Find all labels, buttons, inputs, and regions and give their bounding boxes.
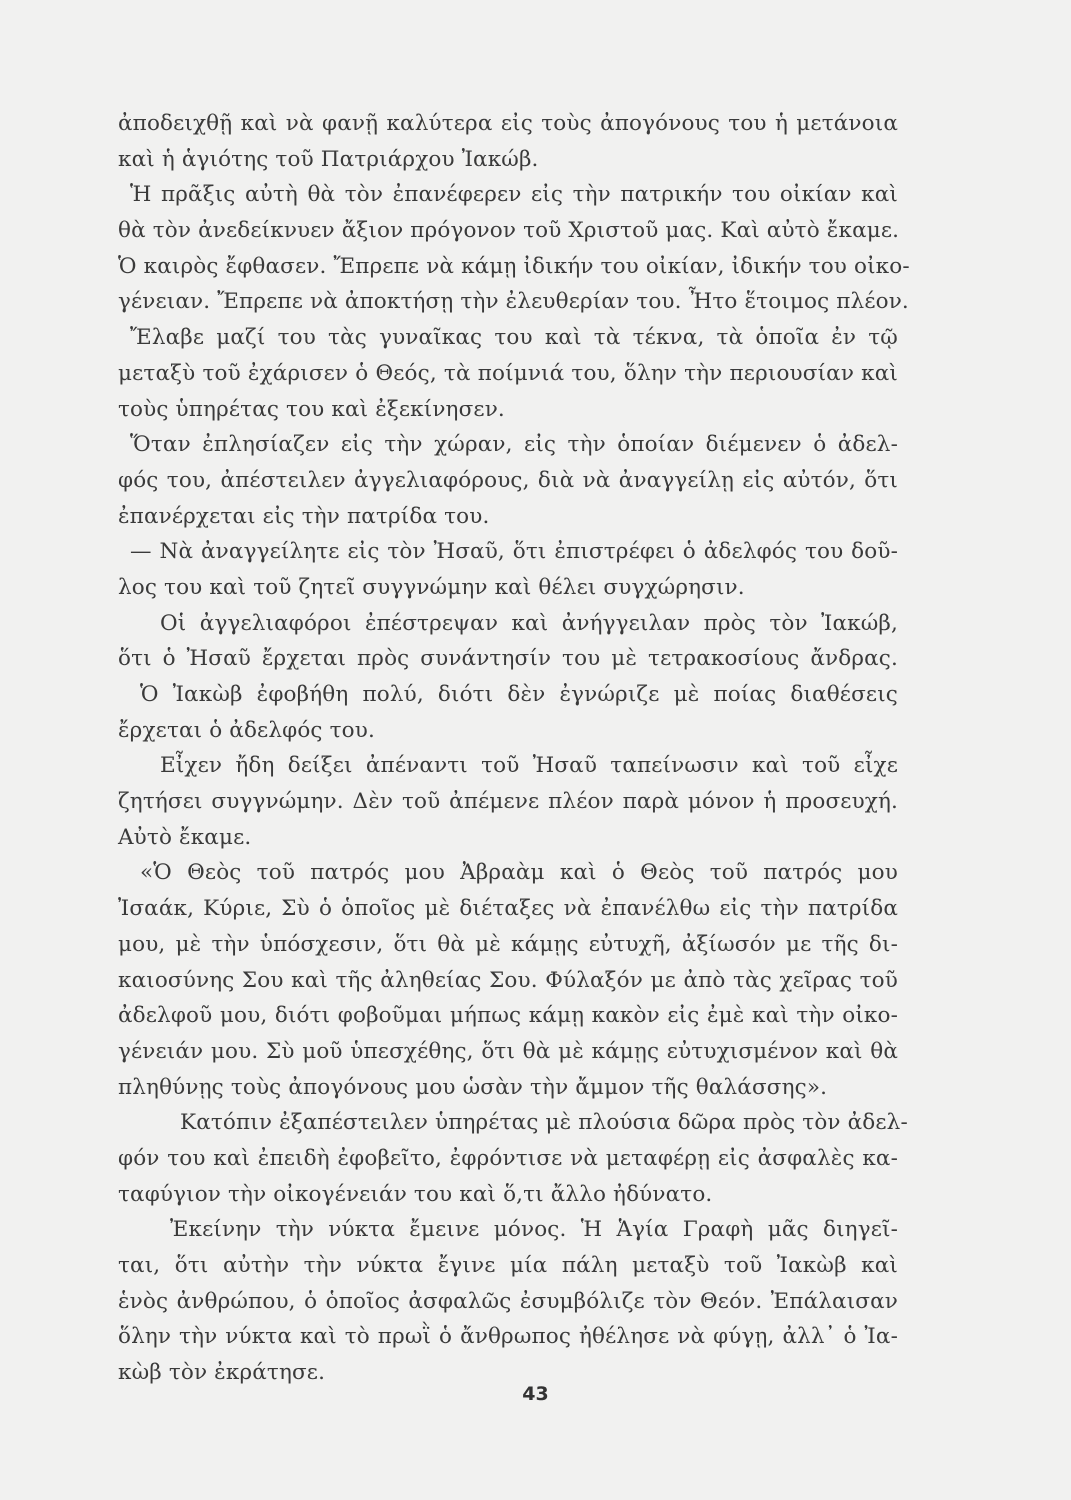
text-line: — Νὰ ἀναγγείλητε εἰς τὸν Ἠσαῦ, ὅτι ἐπιστρέφει ὁ ἀδελφός του δοῦ- — [130, 539, 898, 565]
text-line: καὶ ἡ ἁγιότης τοῦ Πατριάρχου Ἰακώβ. — [118, 146, 539, 172]
body-text — [118, 106, 910, 1391]
text-line: Ἐκείνην τὴν νύκτα ἔμεινε μόνος. Ἡ Ἁγία Γραφὴ μᾶς διηγεῖ- — [170, 1217, 898, 1243]
text-line: Οἱ ἀγγελιαφόροι ἐπέστρεψαν καὶ ἀνήγγειλαν πρὸς τὸν Ἰακώβ, — [160, 610, 898, 636]
text-line: φόν του καὶ ἐπειδὴ ἐφοβεῖτο, ἐφρόντισε νὰ μεταφέρῃ εἰς ἀσφαλὲς κα- — [118, 1145, 898, 1171]
text-line: λος του καὶ τοῦ ζητεῖ συγγνώμην καὶ θέλει συγχώρησιν. — [118, 574, 745, 600]
text-line: ταφύγιον τὴν οἰκογένειάν του καὶ ὅ,τι ἄλλο ἠδύνατο. — [118, 1181, 713, 1207]
text-line: γένειάν μου. Σὺ μοῦ ὑπεσχέθης, ὅτι θὰ μὲ κάμῃς εὐτυχισμένον καὶ θὰ — [118, 1038, 898, 1064]
text-line: Ὅταν ἐπλησίαζεν εἰς τὴν χώραν, εἰς τὴν ὁποίαν διέμενεν ὁ ἀδελ- — [130, 432, 898, 458]
text-line: Αὐτὸ ἔκαμε. — [118, 824, 252, 850]
text-line: ται, ὅτι αὐτὴν τὴν νύκτα ἔγινε μία πάλη μεταξὺ τοῦ Ἰακὼβ καὶ — [118, 1253, 898, 1278]
text-line: Ἰσαάκ, Κύριε, Σὺ ὁ ὁποῖος μὲ διέταξες νὰ ἐπανέλθω εἰς τὴν πατρίδα — [118, 896, 898, 922]
text-line: μου, μὲ τὴν ὑπόσχεσιν, ὅτι θὰ μὲ κάμῃς εὐτυχῆ, ἀξίωσόν με τῆς δι- — [118, 931, 898, 957]
page-number: 43 — [522, 1383, 549, 1405]
text-line: καιοσύνης Σου καὶ τῆς ἀληθείας Σου. Φύλαξόν με ἀπὸ τὰς χεῖρας τοῦ — [118, 967, 898, 993]
text-line: φός του, ἀπέστειλεν ἀγγελιαφόρους, διὰ νὰ ἀναγγείλῃ εἰς αὐτόν, ὅτι — [118, 467, 898, 493]
text-line: μεταξὺ τοῦ ἐχάρισεν ὁ Θεός, τὰ ποίμνιά του, ὅλην τὴν περιουσίαν καὶ — [118, 360, 898, 386]
text-line: Εἶχεν ἤδη δείξει ἀπέναντι τοῦ Ἠσαῦ ταπείνωσιν καὶ τοῦ εἶχε — [160, 753, 898, 779]
text-line: «Ὁ Θεὸς τοῦ πατρός μου Ἀβραὰμ καὶ ὁ Θεὸς τοῦ πατρός μου — [140, 860, 898, 886]
text-line: ἀδελφοῦ μου, διότι φοβοῦμαι μήπως κάμῃ κακὸν εἰς ἐμὲ καὶ τὴν οἰκο- — [118, 1003, 898, 1029]
text-line: Ὁ Ἰακὼβ ἐφοβήθη πολύ, διότι δὲν ἐγνώριζε μὲ ποίας διαθέσεις — [140, 682, 898, 707]
text-line: ἐπανέρχεται εἰς τὴν πατρίδα του. — [118, 503, 490, 529]
text-line: ζητήσει συγγνώμην. Δὲν τοῦ ἀπέμενε πλέον παρὰ μόνον ἡ προσευχή. — [118, 789, 898, 815]
text-line: ἑνὸς ἀνθρώπου, ὁ ὁποῖος ἀσφαλῶς ἐσυμβόλιζε τὸν Θεόν. Ἐπάλαισαν — [118, 1288, 898, 1314]
text-line: θὰ τὸν ἀνεδείκνυεν ἄξιον πρόγονον τοῦ Χριστοῦ μας. Καὶ αὐτὸ ἔκαμε. — [118, 218, 900, 244]
text-line: Ἔλαβε μαζί του τὰς γυναῖκας του καὶ τὰ τέκνα, τὰ ὁποῖα ἐν τῷ — [130, 325, 898, 351]
text-line: ἔρχεται ὁ ἀδελφός του. — [118, 717, 375, 743]
text-line: τοὺς ὑπηρέτας του καὶ ἐξεκίνησεν. — [118, 396, 505, 422]
text-line: Ὁ καιρὸς ἔφθασεν. Ἔπρεπε νὰ κάμῃ ἰδικήν του οἰκίαν, ἰδικήν του οἰκο- — [118, 253, 910, 279]
text-line: Ἡ πρᾶξις αὐτὴ θὰ τὸν ἐπανέφερεν εἰς τὴν πατρικήν του οἰκίαν καὶ — [130, 182, 898, 208]
text-line: κὼβ τὸν ἐκράτησε. — [118, 1360, 326, 1386]
text-line: ὅλην τὴν νύκτα καὶ τὸ πρωῒ ὁ ἄνθρωπος ἠθέλησε νὰ φύγῃ, ἀλλ᾽ ὁ Ἰα- — [118, 1324, 898, 1350]
text-line: γένειαν. Ἔπρεπε νὰ ἀποκτήσῃ τὴν ἐλευθερίαν του. Ἦτο ἕτοιμος πλέον. — [118, 289, 909, 315]
text-line: ὅτι ὁ Ἠσαῦ ἔρχεται πρὸς συνάντησίν του μὲ τετρακοσίους ἄνδρας. — [118, 646, 898, 672]
text-line: πληθύνῃς τοὺς ἀπογόνους μου ὡσὰν τὴν ἄμμον τῆς θαλάσσης». — [118, 1074, 828, 1100]
text-line: Κατόπιν ἐξαπέστειλεν ὑπηρέτας μὲ πλούσια δῶρα πρὸς τὸν ἀδελ- — [180, 1110, 908, 1136]
text-line: ἀποδειχθῇ καὶ νὰ φανῇ καλύτερα εἰς τοὺς ἀπογόνους του ἡ μετάνοια — [118, 111, 898, 136]
